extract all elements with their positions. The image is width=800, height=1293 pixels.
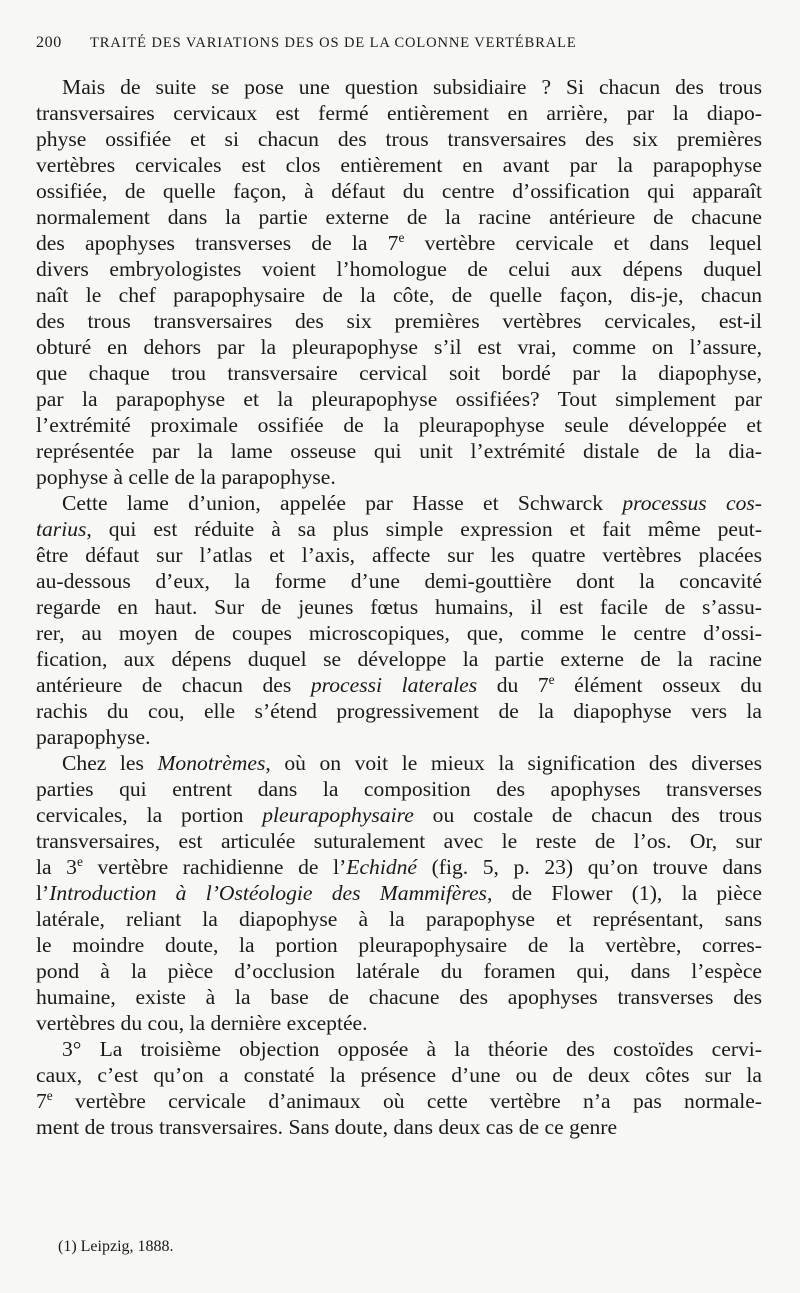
text-line xyxy=(36,932,762,958)
text-segment: être défaut sur l’atlas et l’axis, affecte sur les quatre vertèbres placées xyxy=(36,543,762,567)
text-line xyxy=(36,1062,762,1088)
text-segment: cervicales, la portion xyxy=(36,803,263,827)
italic-text: pleurapophysaire xyxy=(262,803,414,827)
text-segment: ou costale de chacun des trous xyxy=(413,803,762,827)
text-line xyxy=(36,464,762,490)
text-segment: pophyse à celle de la parapophyse. xyxy=(36,465,336,489)
text-line xyxy=(36,256,762,282)
text-segment: divers embryologistes voient l’homologue de celui aux dépens duquel xyxy=(36,257,762,281)
text-segment: Mais de suite se pose une question subsidiaire ? Si chacun des trous xyxy=(62,75,762,99)
text-line xyxy=(36,152,762,178)
text-line xyxy=(36,204,762,230)
text-segment: ment de trous transversaires. Sans doute, dans deux cas de ce genre xyxy=(36,1115,618,1139)
text-line xyxy=(36,802,762,828)
text-segment: transversaires, est articulée suturalement avec le reste de l’os. Or, sur xyxy=(36,829,762,853)
text-line xyxy=(36,724,762,750)
text-segment: obturé en dehors par la pleurapophyse s’il est vrai, comme on l’assure, xyxy=(36,335,762,359)
text-line xyxy=(36,412,762,438)
text-line xyxy=(36,386,762,412)
text-line xyxy=(36,1010,762,1036)
text-line xyxy=(36,1114,762,1140)
paragraph xyxy=(36,1036,762,1140)
text-segment: élément osseux du xyxy=(554,673,763,697)
superscript: e xyxy=(398,229,405,245)
text-segment: humaine, existe à la base de chacune des apophyses transverses des xyxy=(36,985,762,1009)
text-segment: regarde en haut. Sur de jeunes fœtus humains, il est facile de s’assu- xyxy=(36,595,762,619)
text-segment: caux, c’est qu’on a constaté la présence d’une ou de deux côtes sur la xyxy=(36,1063,762,1087)
text-line xyxy=(36,542,762,568)
text-segment: vertèbres du cou, la dernière exceptée. xyxy=(36,1011,368,1035)
text-line xyxy=(36,126,762,152)
text-segment: ossifiée, de quelle façon, à défaut du centre d’ossification qui apparaît xyxy=(36,179,762,203)
text-line xyxy=(36,984,762,1010)
text-segment: le moindre doute, la portion pleurapophysaire de la vertèbre, corres- xyxy=(36,933,762,957)
text-line xyxy=(36,74,762,100)
text-line xyxy=(36,854,762,880)
text-line xyxy=(36,490,762,516)
text-segment: vertèbre cervicale d’animaux où cette vertèbre n’a pas normale- xyxy=(52,1089,762,1113)
text-segment: 3° La troisième objection opposée à la théorie des costoïdes cervi- xyxy=(62,1037,762,1061)
italic-text: Echidné xyxy=(346,855,418,879)
text-segment: 7 xyxy=(36,1089,47,1113)
text-segment: des trous transversaires des six premières vertèbres cervicales, est-il xyxy=(36,309,762,333)
italic-text: Introduction à l’Ostéologie des Mammifères xyxy=(49,881,487,905)
text-segment: (fig. 5, p. 23) qu’on trouve dans xyxy=(417,855,762,879)
text-segment: , où on voit le mieux la signification des diverses xyxy=(265,751,763,775)
text-segment: des apophyses transverses de la 7 xyxy=(36,231,399,255)
text-segment: l’ xyxy=(36,881,50,905)
text-line xyxy=(36,698,762,724)
text-segment: vertèbres cervicales est clos entièrement en avant par la parapophyse xyxy=(36,153,762,177)
text-line xyxy=(36,620,762,646)
text-line xyxy=(36,438,762,464)
running-title: TRAITÉ DES VARIATIONS DES OS DE LA COLONNE VERTÉBRALE xyxy=(90,35,577,51)
text-segment: au-dessous d’eux, la forme d’une demi-gouttière dont la concavité xyxy=(36,569,762,593)
paragraph xyxy=(36,490,762,750)
text-segment: , de Flower (1), la pièce xyxy=(486,881,762,905)
superscript: e xyxy=(76,853,83,869)
text-line xyxy=(36,750,762,776)
text-segment: du 7 xyxy=(477,673,549,697)
text-segment: vertèbre rachidienne de l’ xyxy=(82,855,347,879)
text-line xyxy=(36,282,762,308)
text-segment: Cette lame d’union, appelée par Hasse et Schwarck xyxy=(62,491,623,515)
text-segment: rer, au moyen de coupes microscopiques, que, comme le centre d’ossi- xyxy=(36,621,762,645)
text-line xyxy=(36,646,762,672)
text-segment: , qui est réduite à sa plus simple expression et fait même peut- xyxy=(86,517,762,541)
text-segment: l’extrémité proximale ossifiée de la pleurapophyse seule développée et xyxy=(36,413,762,437)
text-line xyxy=(36,776,762,802)
text-line xyxy=(36,1036,762,1062)
text-line xyxy=(36,360,762,386)
italic-text: Monotrèmes xyxy=(157,751,266,775)
text-segment: la 3 xyxy=(36,855,77,879)
text-segment: naît le chef parapophysaire de la côte, de quelle façon, dis-je, chacun xyxy=(36,283,762,307)
text-line xyxy=(36,100,762,126)
text-line xyxy=(36,828,762,854)
text-segment: parties qui entrent dans la composition des apophyses transverses xyxy=(36,777,762,801)
text-line xyxy=(36,334,762,360)
running-header xyxy=(36,34,762,52)
text-line xyxy=(36,308,762,334)
italic-text: processi laterales xyxy=(310,673,478,697)
text-line xyxy=(36,568,762,594)
text-segment: que chaque trou transversaire cervical soit bordé par la diapophyse, xyxy=(36,361,762,385)
text-segment: Chez les xyxy=(62,751,158,775)
italic-text: processus cos- xyxy=(622,491,762,515)
text-segment: fication, aux dépens duquel se développe la partie externe de la racine xyxy=(36,647,762,671)
text-segment: antérieure de chacun des xyxy=(36,673,311,697)
italic-text: tarius xyxy=(36,517,87,541)
text-segment: vertèbre cervicale et dans lequel xyxy=(404,231,762,255)
text-segment: normalement dans la partie externe de la racine antérieure de chacune xyxy=(36,205,762,229)
footnote: (1) Leipzig, 1888. xyxy=(58,1238,174,1255)
text-segment: physe ossifiée et si chacun des trous transversaires des six premières xyxy=(36,127,762,151)
text-segment: rachis du cou, elle s’étend progressivement de la diapophyse vers la xyxy=(36,699,762,723)
superscript: e xyxy=(46,1087,53,1103)
text-line xyxy=(36,958,762,984)
text-segment: latérale, reliant la diapophyse à la parapophyse et représentant, sans xyxy=(36,907,762,931)
text-line xyxy=(36,1088,762,1114)
text-line xyxy=(36,516,762,542)
paragraph xyxy=(36,74,762,490)
body-text xyxy=(36,74,762,1140)
text-line xyxy=(36,906,762,932)
text-segment: par la parapophyse et la pleurapophyse ossifiées? Tout simplement par xyxy=(36,387,762,411)
text-line xyxy=(36,230,762,256)
text-line xyxy=(36,594,762,620)
text-line xyxy=(36,880,762,906)
page-number: 200 xyxy=(36,34,62,51)
text-segment: transversaires cervicaux est fermé entièrement en arrière, par la diapo- xyxy=(36,101,762,125)
paragraph xyxy=(36,750,762,1036)
text-segment: parapophyse. xyxy=(36,725,151,749)
text-line xyxy=(36,178,762,204)
text-segment: pond à la pièce d’occlusion latérale du foramen qui, dans l’espèce xyxy=(36,959,762,983)
text-line xyxy=(36,672,762,698)
superscript: e xyxy=(548,671,555,687)
text-segment: représentée par la lame osseuse qui unit l’extrémité distale de la dia- xyxy=(36,439,762,463)
